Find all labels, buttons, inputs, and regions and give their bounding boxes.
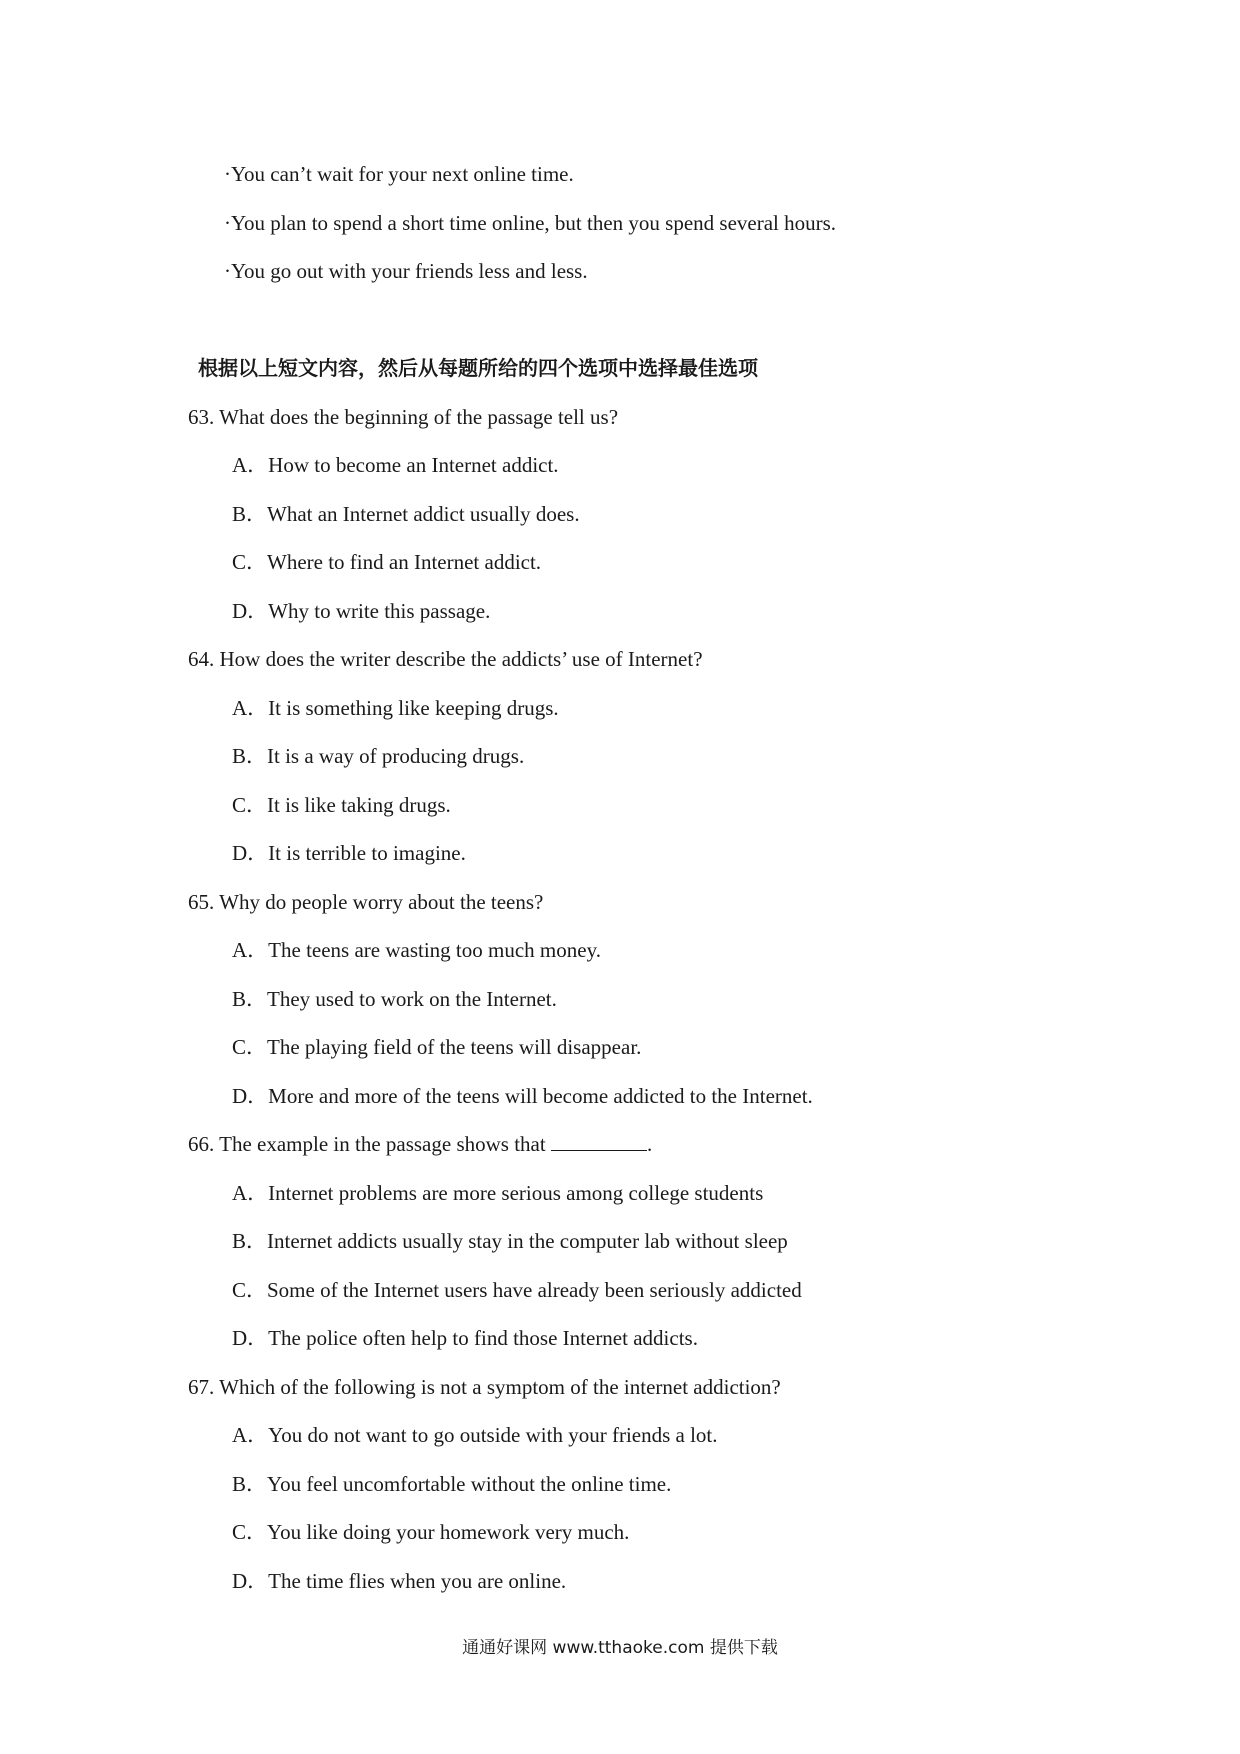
bullet-item: ·You can’t wait for your next online time. <box>224 162 574 186</box>
question-stem: The example in the passage shows that <box>219 1132 546 1156</box>
question-stem: What does the beginning of the passage tell us? <box>219 405 619 429</box>
question-63 <box>188 404 618 430</box>
option-67-b: B．You feel uncomfortable without the online time. <box>232 1472 672 1496</box>
option-64-c: C．It is like taking drugs. <box>232 793 451 817</box>
option-64-b: B．It is a way of producing drugs. <box>232 744 525 768</box>
option-65-c: C．The playing field of the teens will disappear. <box>232 1035 642 1059</box>
option-63-d: D．Why to write this passage. <box>232 599 491 623</box>
option-67-a: A．You do not want to go outside with your friends a lot. <box>232 1423 718 1447</box>
section-instruction: 根据以上短文内容，然后从每题所给的四个选项中选择最佳选项 <box>198 356 758 380</box>
question-number: 66. <box>188 1132 215 1156</box>
question-number: 63. <box>188 405 215 429</box>
option-66-b: B．Internet addicts usually stay in the computer lab without sleep <box>232 1229 788 1253</box>
option-66-a: A．Internet problems are more serious among college students <box>232 1181 764 1205</box>
question-65 <box>188 889 543 915</box>
question-number: 65. <box>188 890 215 914</box>
question-stem: Why do people worry about the teens? <box>219 890 544 914</box>
question-64 <box>188 646 703 672</box>
question-number: 67. <box>188 1375 215 1399</box>
option-66-d: D．The police often help to find those Internet addicts. <box>232 1326 698 1350</box>
bullet-item: ·You go out with your friends less and less. <box>224 259 588 283</box>
bullet-item: ·You plan to spend a short time online, but then you spend several hours. <box>224 211 837 235</box>
option-63-a: A．How to become an Internet addict. <box>232 453 559 477</box>
option-67-d: D．The time flies when you are online. <box>232 1569 567 1593</box>
question-number: 64. <box>188 647 215 671</box>
question-67 <box>188 1374 781 1400</box>
option-65-a: A．The teens are wasting too much money. <box>232 938 601 962</box>
page-footer: 通通好课网 www.tthaoke.com 提供下载 <box>462 1638 778 1658</box>
option-63-c: C．Where to find an Internet addict. <box>232 550 542 574</box>
option-64-d: D．It is terrible to imagine. <box>232 841 466 865</box>
question-66 <box>188 1131 652 1157</box>
option-67-c: C．You like doing your homework very much. <box>232 1520 630 1544</box>
option-65-d: D．More and more of the teens will become addicted to the Internet. <box>232 1084 813 1108</box>
question-stem: Which of the following is not a symptom of the internet addiction? <box>219 1375 781 1399</box>
question-stem: How does the writer describe the addicts’ use of Internet? <box>219 647 703 671</box>
option-64-a: A．It is something like keeping drugs. <box>232 696 559 720</box>
option-65-b: B．They used to work on the Internet. <box>232 987 557 1011</box>
option-66-c: C．Some of the Internet users have already been seriously addicted <box>232 1278 802 1302</box>
question-stem-end: . <box>646 1132 653 1156</box>
option-63-b: B．What an Internet addict usually does. <box>232 502 580 526</box>
answer-blank <box>551 1132 647 1151</box>
